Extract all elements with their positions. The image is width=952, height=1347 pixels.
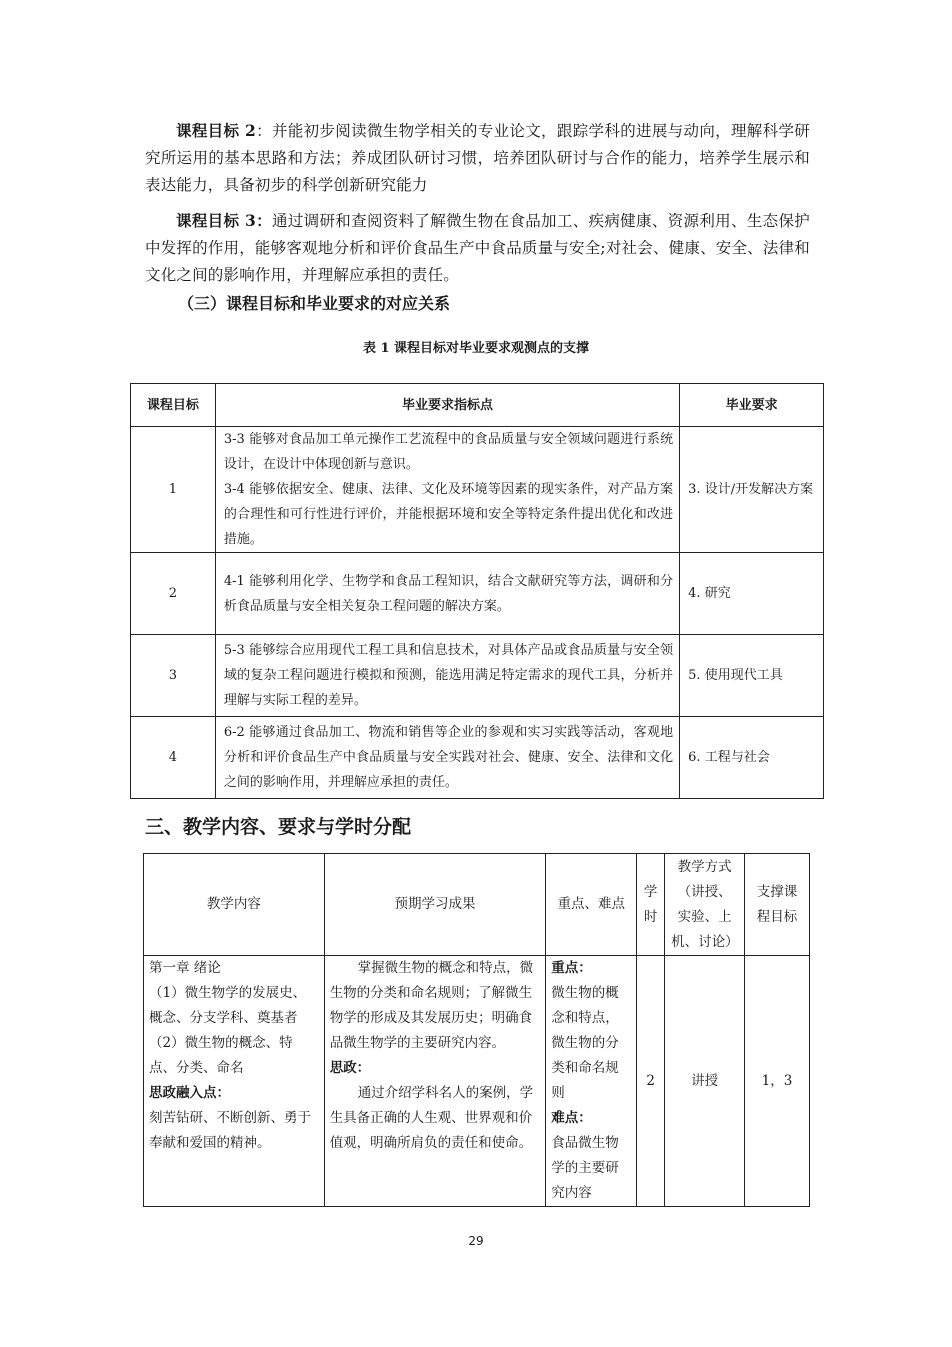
teaching-content-table (143, 853, 810, 1207)
outcome-text: 掌握微生物的概念和特点，微生物的分类和命名规则；了解微生物学的形成及其发展历史；明确食品微生物学的主要研究内容。 (329, 960, 534, 1051)
objective-2-lead: 课程目标 2 (176, 121, 257, 140)
requirement-cell: 4. 研究 (680, 553, 824, 635)
objective-3-paragraph (145, 207, 810, 289)
ideology-text: 刻苦钻研、不断创新、勇于奉献和爱国的精神。 (149, 1110, 311, 1151)
difficult-text: 食品微生物学的主要研究内容 (551, 1135, 619, 1201)
objective-3-text: 通过调研和查阅资料了解微生物在食品加工、疾病健康、资源利用、生态保护中发挥的作用，能够客观地分析和评价食品生产中食品质量与安全;对社会、健康、安全、法律和文化之间的影响作用，并理解应承担的责任。 (145, 212, 810, 284)
requirement-cell: 3. 设计/开发解决方案 (680, 427, 824, 553)
indicator-cell: 6-2 能够通过食品加工、物流和销售等企业的参观和实习实践等活动，客观地分析和评价食品生产中食品质量与安全实践对社会、健康、安全、法律和文化之间的影响作用，并理解应承担的责任。 (215, 717, 679, 799)
table-row (131, 635, 824, 717)
goal-cell: 3 (131, 635, 216, 717)
header-hours: 学时 (637, 854, 665, 956)
requirement-cell: 5. 使用现代工具 (680, 635, 824, 717)
goal-cell: 4 (131, 717, 216, 799)
content-items: （1）微生物学的发展史、概念、分支学科、奠基者 （2）微生物的概念、特点、分类、命名 (149, 985, 307, 1076)
table-header-row (131, 384, 824, 427)
table-header-row (144, 854, 810, 956)
hours-cell: 2 (637, 956, 665, 1207)
goal-cell: 1 (131, 427, 216, 553)
table-1-caption: 表 1 课程目标对毕业要求观测点的支撑 (362, 341, 590, 356)
objective-3-lead: 课程目标 3： (176, 211, 272, 230)
requirement-cell: 6. 工程与社会 (680, 717, 824, 799)
content-cell (144, 956, 325, 1207)
header-goals: 支撑课程目标 (745, 854, 810, 956)
chapter-title: 第一章 绪论 (149, 960, 221, 976)
section-heading-correspondence: （三）课程目标和毕业要求的对应关系 (178, 294, 451, 313)
table-row (131, 427, 824, 553)
indicator-cell: 5-3 能够综合应用现代工程工具和信息技术，对具体产品或食品质量与安全领域的复杂工程问题进行模拟和预测，能选用满足特定需求的现代工具，分析并理解与实际工程的差异。 (215, 635, 679, 717)
section-3-heading: 三、教学内容、要求与学时分配 (145, 816, 412, 838)
header-requirement: 毕业要求 (680, 384, 824, 427)
key-difficult-cell (546, 956, 637, 1207)
outcome-cell (324, 956, 546, 1207)
key-text: 微生物的概念和特点，微生物的分类和命名规则 (551, 985, 619, 1101)
goal-cell: 2 (131, 553, 216, 635)
header-key-difficult: 重点、难点 (546, 854, 637, 956)
objective-2-paragraph (145, 117, 810, 199)
header-outcome: 预期学习成果 (324, 854, 546, 956)
outcome-ideology-text: 通过介绍学科名人的案例，学生具备正确的人生观、世界观和价值观，明确所肩负的责任和使命。 (329, 1085, 534, 1151)
goals-cell: 1，3 (745, 956, 810, 1207)
objective-2-text: ：并能初步阅读微生物学相关的专业论文，跟踪学科的进展与动向，理解科学研究所运用的基本思路和方法；养成团队研讨习惯，培养团队研讨与合作的能力，培养学生展示和表达能力，具备初步的科学创新研究能力 (145, 122, 810, 194)
table-row (144, 956, 810, 1207)
objectives-requirements-table (130, 383, 824, 799)
outcome-ideology-label: 思政： (329, 1060, 371, 1076)
ideology-label: 思政融入点： (149, 1085, 230, 1101)
method-cell: 讲授 (665, 956, 745, 1207)
key-label: 重点： (551, 960, 592, 976)
indicator-cell: 3-3 能够对食品加工单元操作工艺流程中的食品质量与安全领域问题进行系统设计，在设计中体现创新与意识。 3-4 能够依据安全、健康、法律、文化及环境等因素的现实条件，对产品方案的合理性和可行性进行评价，并能根据环境和安全等特定条件提出优化和改进措施。 (215, 427, 679, 553)
table-row (131, 553, 824, 635)
header-content: 教学内容 (144, 854, 325, 956)
difficult-label: 难点： (551, 1110, 592, 1126)
page-number: 29 (468, 1234, 484, 1248)
indicator-cell: 4-1 能够利用化学、生物学和食品工程知识，结合文献研究等方法，调研和分析食品质量与安全相关复杂工程问题的解决方案。 (215, 553, 679, 635)
header-method: 教学方式（讲授、实验、上机、讨论） (665, 854, 745, 956)
table-row (131, 717, 824, 799)
header-indicator: 毕业要求指标点 (215, 384, 679, 427)
header-goal: 课程目标 (131, 384, 216, 427)
